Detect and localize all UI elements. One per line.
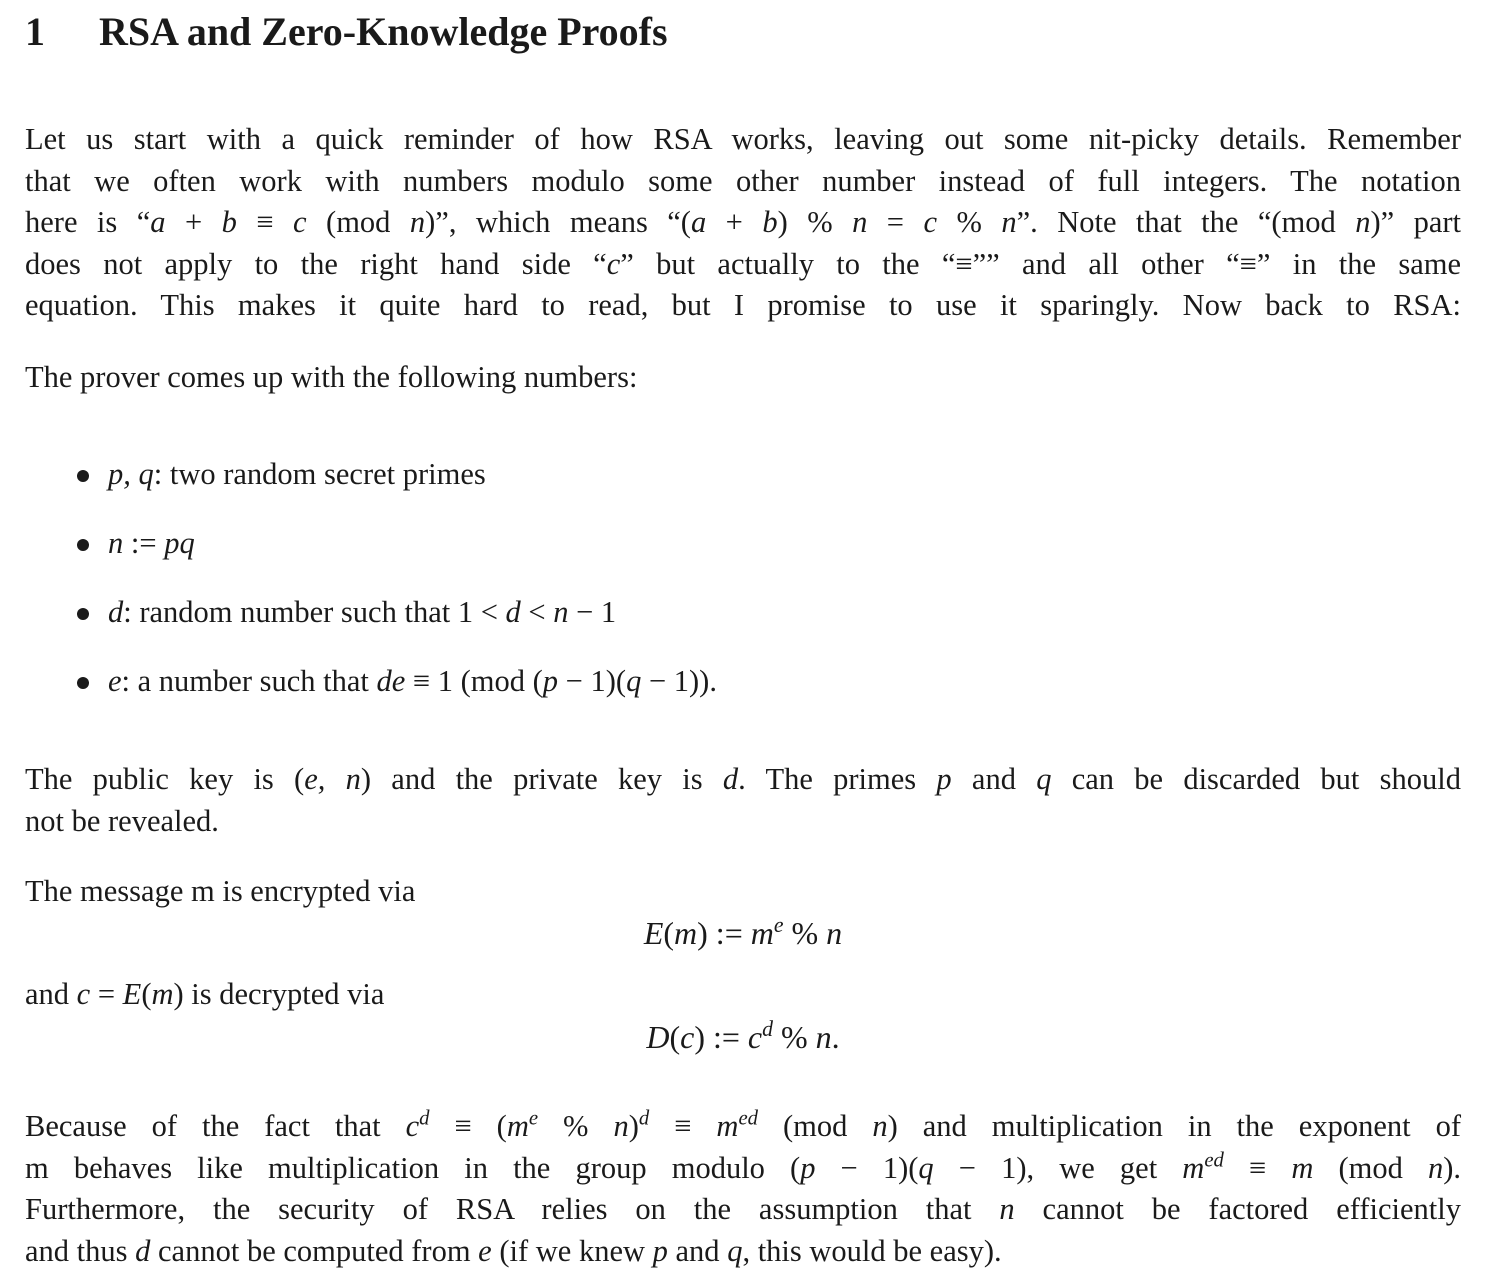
- decrypt-intro: and c = E(m) is decrypted via: [25, 977, 385, 1011]
- encrypt-equation: E(m) := $m^e$ % n: [643, 913, 843, 951]
- prover-intro: The prover comes up with the following numbers:: [25, 360, 638, 394]
- intro-paragraph: [25, 119, 1461, 327]
- list-item: n := pq: [73, 519, 717, 588]
- encrypt-intro: The message m is encrypted via: [25, 874, 416, 908]
- list-item: p, q: two random secret primes: [73, 450, 717, 519]
- intro-line-2: that we often work with numbers modulo some other number instead of full integers. The notation: [25, 163, 1461, 198]
- conclusion-line-2: m behaves like multiplication in the group modulo (p − 1)(q − 1), we get $m^{ed} \equiv m$ (mod n).: [25, 1149, 1461, 1185]
- conclusion-line-1: Because of the fact that $c^d \equiv (m^e$ % $n)^d \equiv m^{ed}$ (mod n) and multiplication in the exponent of: [25, 1107, 1461, 1143]
- keys-paragraph: [25, 759, 1461, 842]
- bullet-icon: [77, 539, 89, 551]
- keys-line-1: The public key is (e, n) and the private key is d. The primes p and q can be discarded but should: [25, 762, 1461, 796]
- intro-line-4: does not apply to the right hand side “c” but actually to the “≡”” and all other “≡” in the same: [25, 246, 1462, 281]
- decrypt-equation: D(c) := $c^d$ % n.: [646, 1017, 840, 1055]
- bullet-icon: [77, 677, 89, 689]
- section-title: RSA and Zero-Knowledge Proofs: [99, 9, 668, 54]
- keys-line-2: not be revealed.: [25, 803, 219, 838]
- conclusion-paragraph: [25, 1106, 1461, 1272]
- bullet-icon: [77, 608, 89, 620]
- conclusion-line-3: Furthermore, the security of RSA relies on the assumption that n cannot be factored efficiently: [25, 1192, 1461, 1226]
- section-heading: [25, 6, 668, 58]
- section-number: 1: [25, 9, 45, 54]
- list-item: d: random number such that 1 < d < n − 1: [73, 588, 717, 657]
- intro-line-5: equation. This makes it quite hard to read, but I promise to use it sparingly. Now back to RSA:: [25, 288, 1461, 322]
- bullet-icon: [77, 470, 89, 482]
- intro-line-1: Let us start with a quick reminder of how RSA works, leaving out some nit-picky details. Remember: [25, 122, 1461, 156]
- conclusion-line-4: and thus d cannot be computed from e (if we knew p and q, this would be easy).: [25, 1233, 1002, 1268]
- number-list: [73, 450, 717, 726]
- intro-line-3: here is “a + b ≡ c (mod n)”, which means “(a + b) % n = c % n”. Note that the “(mod n)” part: [25, 205, 1462, 239]
- list-item: e: a number such that de ≡ 1 (mod (p − 1)(q − 1)).: [73, 657, 717, 726]
